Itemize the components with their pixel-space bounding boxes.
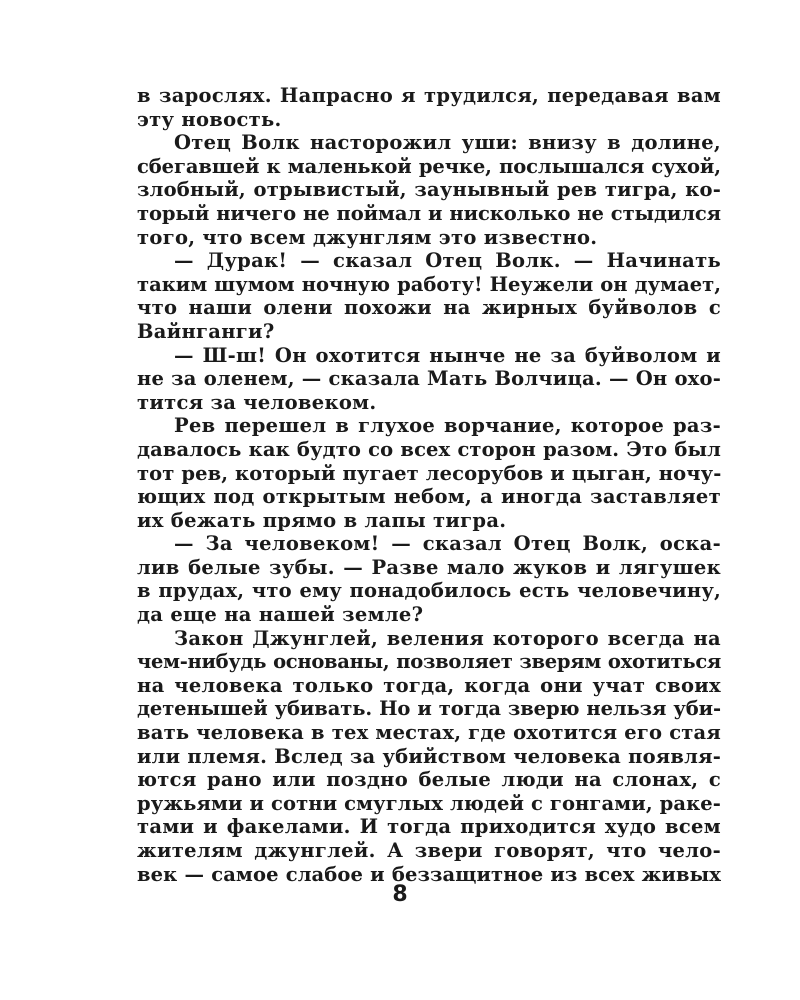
text-line: да еще на нашей земле? <box>137 603 424 627</box>
text-line: или племя. Вслед за убийством человека появля- <box>137 744 721 768</box>
text-line: эту новость. <box>137 107 282 131</box>
text-line: детенышей убивать. Но и тогда зверю нельзя уби- <box>137 697 721 721</box>
paragraph-1 <box>137 84 721 131</box>
page-number: 8 <box>392 882 408 907</box>
text-line: в прудах, что ему понадобилось есть человечину, <box>137 579 721 603</box>
text-line: тится за человеком. <box>137 390 377 414</box>
text-line: торый ничего не поймал и нисколько не стыдился <box>137 201 721 225</box>
text-line: Рев перешел в глухое ворчание, которое раз- <box>174 414 721 438</box>
text-line: чем-нибудь основаны, позволяет зверям охотиться <box>137 650 721 674</box>
text-line: Отец Волк насторожил уши: внизу в долине, <box>174 131 721 155</box>
paragraph-5 <box>137 414 721 532</box>
text-line: сбегавшей к маленькой речке, послышался сухой, <box>137 154 721 178</box>
text-line: ющих под открытым небом, а иногда заставляет <box>137 485 721 509</box>
text-line: жителям джунглей. А звери говорят, что чело- <box>137 839 721 862</box>
text-line: ружьями и сотни смуглых людей с гонгами, раке- <box>137 791 721 815</box>
text-line: — За человеком! — сказал Отец Волк, оска- <box>174 532 721 556</box>
text-line: — Ш-ш! Он охотится нынче не за буйволом и <box>174 343 721 367</box>
text-line: тами и факелами. И тогда приходится худо всем <box>137 815 721 839</box>
paragraph-4 <box>137 344 721 415</box>
text-line: таким шумом ночную работу! Неужели он думает, <box>137 272 721 296</box>
text-line: Вайнганги? <box>137 319 275 343</box>
text-line: злобный, отрывистый, заунывный рев тигра, ко- <box>137 178 721 202</box>
text-line: не за оленем, — сказала Мать Волчица. — Он охо- <box>137 367 721 391</box>
text-line: давалось как будто со всех сторон разом. Это был <box>137 437 721 461</box>
text-line: того, что всем джунглям это известно. <box>137 225 598 249</box>
text-line: — Дурак! — сказал Отец Волк. — Начинать <box>174 249 721 273</box>
text-line: на человека только тогда, когда они учат своих <box>137 673 721 697</box>
text-line: лив белые зубы. — Разве мало жуков и лягушек <box>137 555 721 579</box>
body-text <box>137 84 721 886</box>
paragraph-7 <box>137 627 721 887</box>
text-line: Закон Джунглей, веления которого всегда на <box>174 626 721 650</box>
text-line: их бежать прямо в лапы тигра. <box>137 508 507 532</box>
text-line: тот рев, который пугает лесорубов и цыган, ночу- <box>137 461 722 485</box>
paragraph-3 <box>137 249 721 343</box>
text-line: в зарослях. Напрасно я трудился, передавая вам <box>137 84 721 107</box>
text-line: ются рано или поздно белые люди на слонах, с <box>137 768 721 792</box>
paragraph-6 <box>137 532 721 626</box>
text-line: что наши олени похожи на жирных буйволов с <box>137 296 721 320</box>
paragraph-2 <box>137 131 721 249</box>
text-line: век — самое слабое и беззащитное из всех живых <box>137 862 721 886</box>
text-line: вать человека в тех местах, где охотится его стая <box>137 721 721 745</box>
